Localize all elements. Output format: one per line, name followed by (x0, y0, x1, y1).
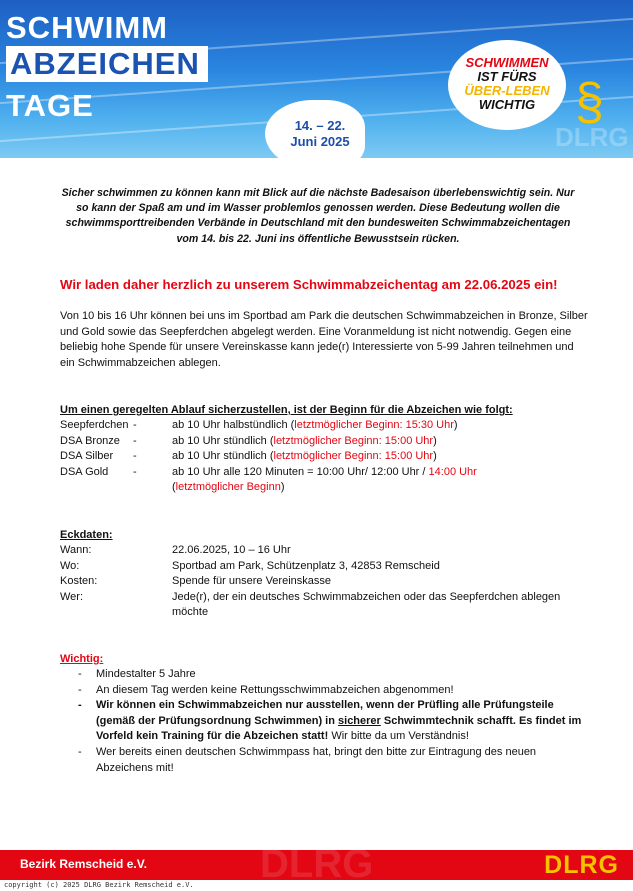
schedule-dash: - (133, 465, 137, 478)
badge-line3: ÜBER-LEBEN (464, 83, 550, 98)
copyright-notice: copyright (c) 2025 DLRG Bezirk Remscheid e.V. (4, 881, 194, 889)
important-rule-emphasis: sicherer (338, 714, 381, 727)
schedule-time-text: ab 10 Uhr stündlich ( (172, 434, 274, 447)
schedule-gold-open: ( (172, 481, 176, 493)
badge-line2: IST FÜRS (477, 69, 537, 84)
key-data-label: Kosten: (60, 575, 98, 587)
list-item-text: Mindestalter 5 Jahre (96, 668, 196, 680)
list-item-text (96, 698, 590, 745)
key-data-label: Wann: (60, 544, 92, 556)
schedule-last-start: 14:00 Uhr (428, 465, 477, 478)
schedule-time-end: ) (433, 434, 437, 447)
schedule-time (172, 434, 512, 450)
bullet-dash: - (78, 668, 82, 680)
key-data-value: 22.06.2025, 10 – 16 Uhr (172, 544, 291, 556)
banner-dates (280, 118, 360, 150)
header-banner (0, 0, 633, 158)
schedule-last-start: letztmöglicher Beginn: 15:30 Uhr (294, 419, 454, 431)
bullet-dash: - (78, 683, 82, 696)
schedule-dash: - (133, 450, 137, 462)
schedule-time (172, 418, 512, 434)
key-data-label: Wer: (60, 590, 84, 603)
schedule-dash: - (133, 419, 137, 431)
important-heading: Wichtig: (60, 653, 104, 665)
event-description: Von 10 bis 16 Uhr können bei uns im Sportbad am Park die deutschen Schwimmabzeichen in Bronze, Silber und Gold sowie das Seepferdchen abgelegt werden. Eine Voranmeldung ist nicht notwendig. Gegen eine beliebig hohe Spende für unsere Vereinskasse kann jede(r) Interessierte von 5-99 Jahren teilnehmen und ein Schwimmabzeichen ablegen. (60, 310, 588, 369)
campaign-badge (448, 40, 566, 130)
important-rule-tail: Wir bitte da um Verständnis! (328, 730, 469, 742)
schedule-badge-name: DSA Gold (60, 465, 109, 478)
badge-line1: SCHWIMMEN (465, 55, 549, 70)
list-item-text: Wer bereits einen deutschen Schwimmpass hat, bringt den bitte zur Eintragung des neuen Abzeichens mit! (96, 746, 537, 774)
intro-text: Sicher schwimmen zu können kann mit Blick auf die nächste Badesaison überlebenswichtig sein. Nur so kann der Spaß am und im Wasser problemlos genossen werden. Diese Bedeutung wollen die schwimmsporttreibenden Verbände in Deutschland mit den bundesweiten Schwimmabzeichentagen vom 14. bis 22. Juni ins öffentliche Bewusstsein rücken. (61, 187, 575, 245)
schedule-time-text: ab 10 Uhr stündlich ( (172, 450, 274, 462)
invitation-headline: Wir laden daher herzlich zu unserem Schwimmabzeichentag am 22.06.2025 ein! (60, 277, 558, 292)
key-data-value: Sportbad am Park, Schützenplatz 3, 42853 Remscheid (172, 559, 440, 572)
schedule-last-start: letztmöglicher Beginn: 15:00 Uhr (273, 434, 434, 447)
banner-dates-line2: Juni 2025 (290, 134, 350, 149)
key-data-value: Jede(r), der ein deutsches Schwimmabzeichen oder das Seepferdchen ablegen möchte (172, 590, 561, 618)
dlrg-logo: DLRG (544, 851, 619, 879)
bullet-dash: - (78, 699, 82, 711)
schedule-time (172, 465, 512, 496)
schedule-heading: Um einen geregelten Ablauf sicherzustellen, ist der Beginn für die Abzeichen wie folgt: (60, 404, 513, 416)
banner-title-line1: SCHWIMM (6, 10, 168, 45)
banner-watermark: DLRG (555, 122, 629, 152)
schedule-gold-last-start: letztmöglicher Beginn (175, 481, 281, 493)
important-rule-text-end: Schwimmtechnik schafft. Es findet im Vorfeld kein Training für die Abzeichen statt! (96, 714, 582, 742)
schedule-gold-close: ) (280, 481, 285, 493)
schedule-badge-name: Seepferdchen (60, 419, 129, 431)
schedule-time-end: ) (433, 450, 437, 462)
schedule-badge-name: DSA Silber (60, 450, 114, 462)
schedule-time (172, 449, 512, 465)
footer-watermark: DLRG (260, 842, 374, 886)
schedule-dash: - (133, 434, 137, 447)
schedule-time-end: ) (453, 419, 458, 431)
seahorse-icon: § (575, 73, 604, 131)
schedule-time-text: ab 10 Uhr halbstündlich ( (172, 419, 295, 431)
schedule-time-text: ab 10 Uhr alle 120 Minuten = 10:00 Uhr/ 12:00 Uhr / (172, 465, 429, 478)
banner-title-line3: TAGE (6, 88, 94, 123)
important-rule-text: Wir können ein Schwimmabzeichen nur ausstellen, wenn der Prüfling alle Prüfungsteile (gemäß der Prüfungsordnung Schwimmen) in (96, 699, 554, 727)
key-data-label: Wo: (60, 559, 80, 572)
key-data-heading: Eckdaten: (60, 529, 113, 541)
list-item-text: An diesem Tag werden keine Rettungsschwimmabzeichen abgenommen! (96, 683, 454, 696)
schedule-badge-name: DSA Bronze (60, 434, 120, 447)
schedule-last-start: letztmöglicher Beginn: 15:00 Uhr (273, 450, 434, 462)
key-data-value: Spende für unsere Vereinskasse (172, 575, 331, 587)
footer-org-name: Bezirk Remscheid e.V. (20, 857, 147, 871)
banner-title-line2: ABZEICHEN (6, 46, 208, 82)
banner-dates-line1: 14. – 22. (294, 118, 346, 133)
bullet-dash: - (78, 746, 82, 758)
badge-line4: WICHTIG (478, 97, 536, 112)
